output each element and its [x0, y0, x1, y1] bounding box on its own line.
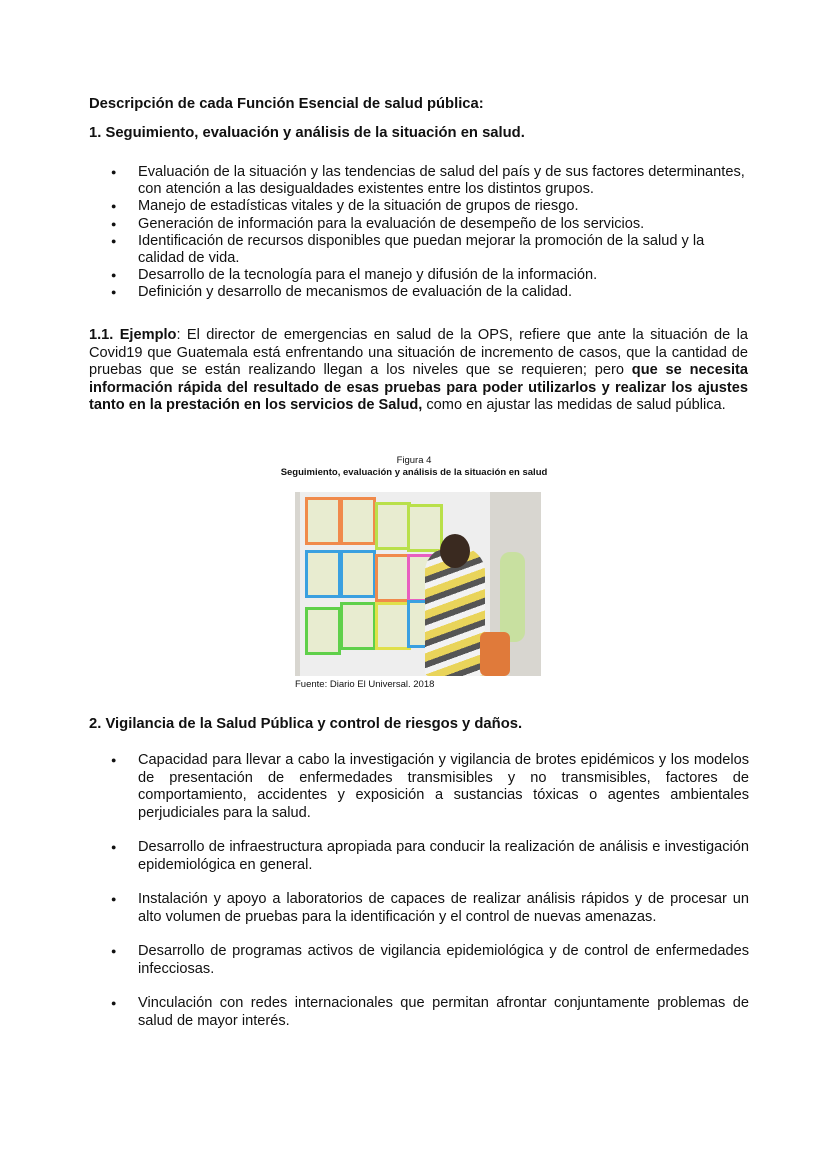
- list-item: ● Desarrollo de infraestructura apropiada para conducir la realización de análisis e investigación epidemiológica en general.: [89, 839, 749, 874]
- figure-title: Seguimiento, evaluación y análisis de la situación en salud: [280, 467, 548, 478]
- example-text-end: como en ajustar las medidas de salud pública.: [422, 397, 726, 414]
- figure-photo: [295, 492, 541, 676]
- list-item: ● Instalación y apoyo a laboratorios de capaces de realizar análisis rápidos y de procesar un alto volumen de pruebas para la identificación y el control de nuevas amenazas.: [89, 891, 749, 926]
- example-bold-text: que se necesita información rápida del resultado de esas pruebas para poder utilizarlos y realizar los ajustes tanto en la prestación en los servicios de Salud,: [89, 362, 748, 414]
- section-1-title: 1. Seguimiento, evaluación y análisis de la situación en salud.: [89, 125, 525, 141]
- section-2-title: 2. Vigilancia de la Salud Pública y control de riesgos y daños.: [89, 716, 523, 732]
- list-item: ● Capacidad para llevar a cabo la investigación y vigilancia de brotes epidémicos y los modelos de presentación de enfermedades transmisibles y no transmisibles, factores de comportamiento, accidentes y exposición a sustancias tóxicas o agentes ambientales perjudiciales para la salud.: [89, 752, 749, 822]
- list-item: ● Vinculación con redes internacionales que permitan afrontar conjuntamente problemas de salud de mayor interés.: [89, 995, 749, 1030]
- example-paragraph: [89, 327, 748, 415]
- example-label: 1.1. Ejemplo: [89, 327, 177, 343]
- list-item: ● Identificación de recursos disponibles que puedan mejorar la promoción de la salud y la calidad de vida.: [89, 233, 749, 267]
- list-item: ● Evaluación de la situación y las tendencias de salud del país y de sus factores determinantes, con atención a las desigualdades existentes entre los distintos grupos.: [89, 164, 749, 198]
- figure-number: Figura 4: [396, 455, 432, 466]
- figure-source: Fuente: Diario El Universal. 2018: [295, 679, 435, 690]
- list-item: ● Definición y desarrollo de mecanismos de evaluación de la calidad.: [89, 284, 749, 301]
- example-text: : El director de emergencias en salud de la OPS, refiere que ante la situación de la Covid19 que Guatemala está enfrentando una situación de incremento de casos, que la cantidad de pruebas que se están realizando llegan a los niveles que se requieren; pero: [89, 327, 748, 379]
- list-item: ● Desarrollo de programas activos de vigilancia epidemiológica y de control de enfermedades infecciosas.: [89, 943, 749, 978]
- section-1-list: [89, 164, 749, 302]
- section-2-list: [89, 752, 749, 1047]
- list-item: ● Desarrollo de la tecnología para el manejo y difusión de la información.: [89, 267, 749, 284]
- list-item: ● Manejo de estadísticas vitales y de la situación de grupos de riesgo.: [89, 198, 749, 215]
- document-heading: Descripción de cada Función Esencial de salud pública:: [89, 96, 484, 112]
- list-item: ● Generación de información para la evaluación de desempeño de los servicios.: [89, 216, 749, 233]
